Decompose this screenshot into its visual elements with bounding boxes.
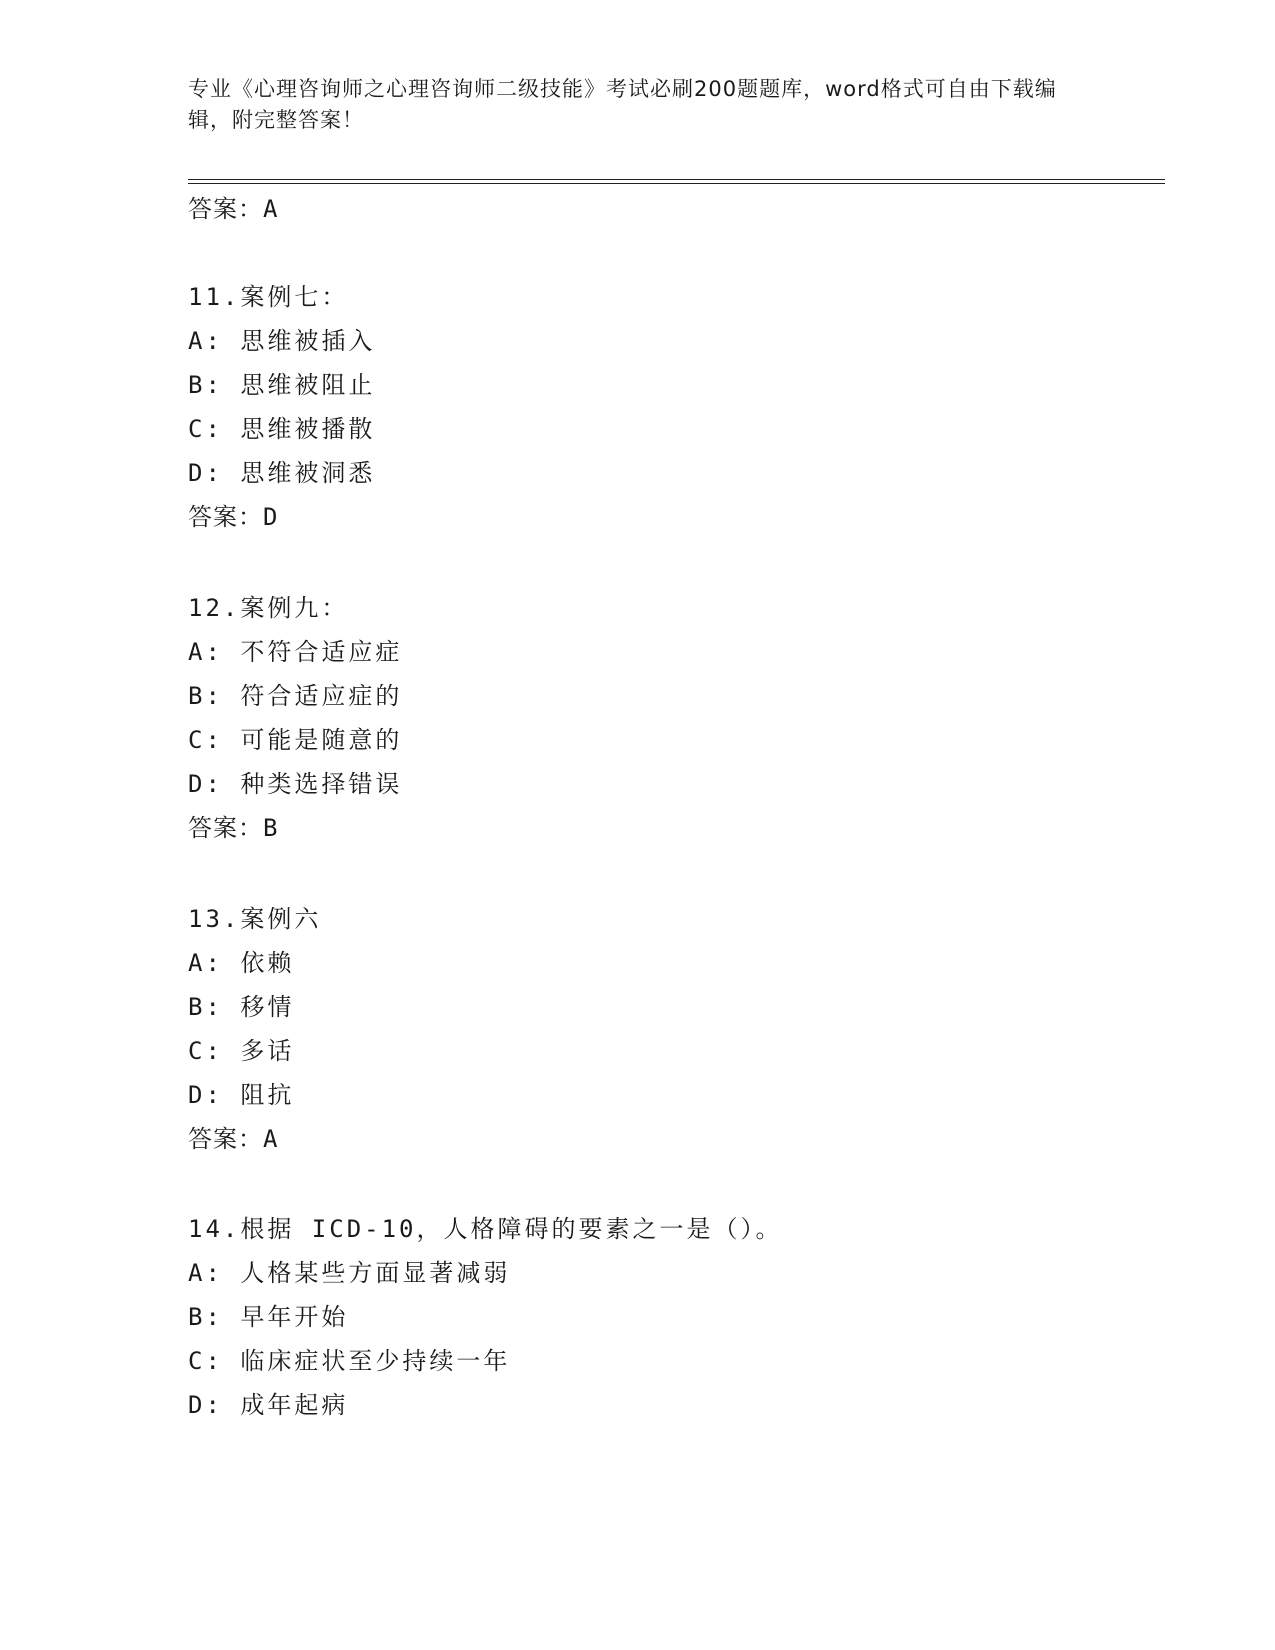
option-b: B: 移情: [188, 993, 295, 1021]
header-rule-top: [188, 179, 1165, 180]
answer-line: [188, 811, 278, 845]
answer-label: 答案：: [188, 1125, 263, 1153]
option-a: A: 思维被插入: [188, 327, 376, 355]
option-d: D: 种类选择错误: [188, 770, 403, 798]
option-c: C: 临床症状至少持续一年: [188, 1347, 511, 1375]
option-c: C: 多话: [188, 1037, 295, 1065]
answer-value: B: [263, 814, 279, 842]
question-title: 11.案例七：: [188, 283, 349, 311]
answer-line: [188, 1122, 278, 1156]
option-b: B: 早年开始: [188, 1303, 349, 1331]
option-a: A: 不符合适应症: [188, 638, 403, 666]
option-c: C: 思维被播散: [188, 415, 376, 443]
answer-value: A: [263, 1125, 279, 1153]
option-a: A: 依赖: [188, 949, 295, 977]
question-title: 12.案例九：: [188, 594, 349, 622]
question-title: 13.案例六: [188, 905, 322, 933]
question-title: 14.根据 ICD-10，人格障碍的要素之一是（）。: [188, 1215, 783, 1243]
answer-line: [188, 192, 278, 226]
answer-value: A: [263, 195, 279, 223]
answer-label: 答案：: [188, 195, 263, 223]
option-b: B: 思维被阻止: [188, 371, 376, 399]
option-d: D: 成年起病: [188, 1391, 349, 1419]
option-d: D: 阻抗: [188, 1081, 295, 1109]
option-d: D: 思维被洞悉: [188, 459, 376, 487]
option-b: B: 符合适应症的: [188, 682, 403, 710]
header-rule-bottom: [188, 183, 1165, 184]
answer-value: D: [263, 503, 279, 531]
answer-label: 答案：: [188, 503, 263, 531]
answer-line: [188, 500, 278, 534]
answer-label: 答案：: [188, 814, 263, 842]
option-c: C: 可能是随意的: [188, 726, 403, 754]
option-a: A: 人格某些方面显著减弱: [188, 1259, 511, 1287]
document-header: 专业《心理咨询师之心理咨询师二级技能》考试必刷200题题库，word格式可自由下载编辑，附完整答案！: [188, 77, 1057, 132]
